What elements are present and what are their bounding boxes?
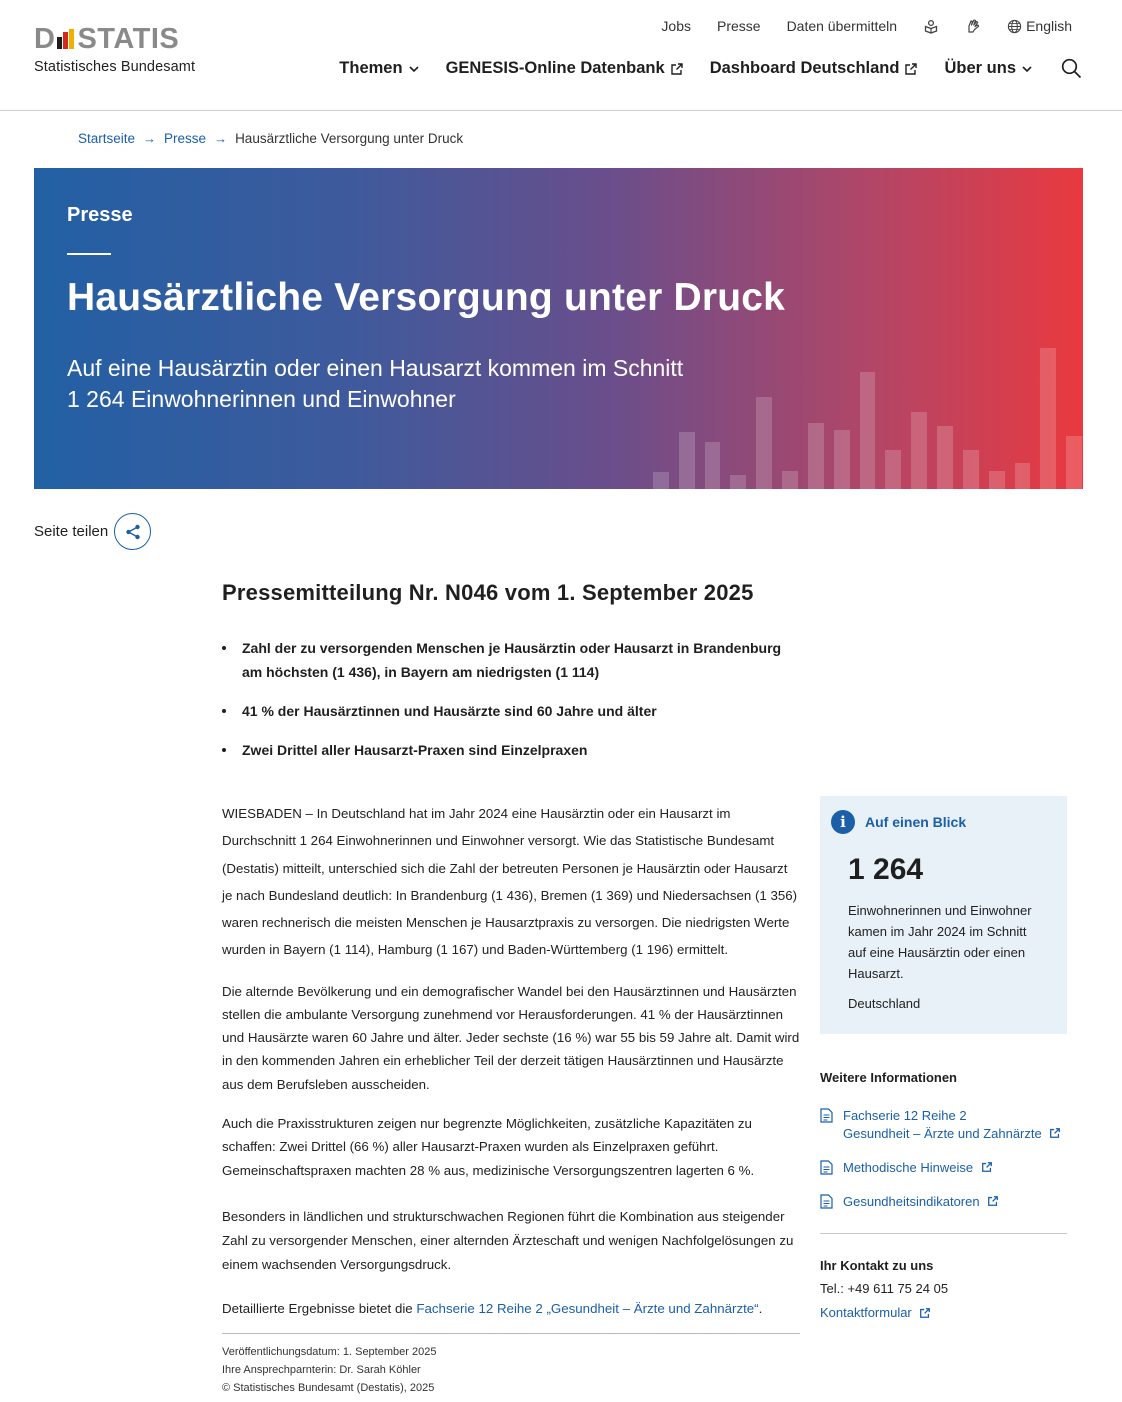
press-body (222, 800, 800, 1337)
document-icon (820, 1108, 833, 1123)
info-icon: i (831, 810, 855, 834)
logo-subtitle: Statistisches Bundesamt (34, 59, 196, 75)
more-info-link-line1: Gesundheitsindikatoren (843, 1194, 980, 1209)
hero-bar (756, 397, 772, 489)
top-link-daten-uebermitteln[interactable]: Daten übermitteln (786, 18, 898, 34)
details-suffix: . (758, 1300, 763, 1316)
external-link-icon (1049, 1127, 1061, 1139)
breadcrumb-home[interactable]: Startseite (78, 131, 136, 146)
highlight-item: 41 % der Hausärztinnen und Hausärzte sind 60 Jahre und älter (222, 699, 792, 723)
external-link-icon (987, 1195, 999, 1207)
more-info-link-line1: Fachserie 12 Reihe 2 (843, 1108, 967, 1123)
hero-bar (989, 471, 1005, 489)
contact-form-label: Kontaktformular (820, 1305, 912, 1320)
hero-subtitle: Auf eine Hausärztin oder einen Hausarzt kommen im Schnitt 1 264 Einwohnerinnen und Einwohner (67, 355, 684, 412)
hero-banner (34, 168, 1083, 489)
nav-ueber-uns[interactable] (944, 59, 1033, 78)
publication-meta (222, 1343, 436, 1397)
share-section (34, 513, 151, 550)
contact-form-link[interactable] (820, 1305, 931, 1320)
glance-value: 1 264 (848, 853, 924, 886)
more-info-link-gesundheitsindikatoren[interactable] (820, 1193, 999, 1211)
more-info-link-line1: Methodische Hinweise (843, 1160, 974, 1175)
document-icon (820, 1160, 833, 1175)
globe-icon (1007, 19, 1022, 34)
publication-date: Veröffentlichungsdatum: 1. September 2025 (222, 1346, 437, 1358)
document-icon (820, 1194, 833, 1209)
chevron-down-icon (1021, 63, 1033, 75)
nav-dashboard-label: Dashboard Deutschland (709, 59, 900, 77)
at-a-glance-box (820, 796, 1067, 1034)
contact-phone: Tel.: +49 611 75 24 05 (820, 1281, 949, 1296)
nav-dashboard-deutschland[interactable] (710, 59, 919, 78)
arrow-right-icon: → (214, 131, 228, 146)
sign-language-icon[interactable] (965, 18, 981, 34)
hero-bar (782, 471, 798, 489)
external-link-icon (904, 62, 918, 76)
fachserie-link[interactable]: Fachserie 12 Reihe 2 „Gesundheit – Ärzte und Zahnärzte“ (416, 1300, 759, 1316)
logo-flag-icon (57, 29, 74, 49)
top-link-presse[interactable]: Presse (716, 18, 761, 34)
more-info-link-fachserie[interactable] (820, 1107, 1061, 1142)
breadcrumb-presse[interactable]: Presse (164, 131, 207, 146)
copyright: © Statistisches Bundesamt (Destatis), 2025 (222, 1382, 435, 1394)
more-info-title: Weitere Informationen (820, 1070, 958, 1085)
hero-bar (860, 372, 876, 489)
language-switch[interactable] (1007, 18, 1072, 34)
nav-ueber-uns-label: Über uns (944, 59, 1016, 77)
press-release-title: Pressemitteilung Nr. N046 vom 1. September 2025 (222, 580, 754, 605)
press-highlights (222, 636, 792, 777)
hero-bar (808, 423, 824, 489)
body-paragraph: Besonders in ländlichen und strukturschwachen Regionen führt die Kombination aus steigender Zahl zu versorgender Menschen, einer alternden Ärzteschaft und wenigen Nachfolgelösungen zu einem wachsenden Versorgungsdruck. (222, 1208, 794, 1272)
arrow-right-icon: → (143, 131, 157, 146)
highlight-item: Zahl der zu versorgenden Menschen je Hausärztin oder Hausarzt in Brandenburg am höchsten (1 436), in Bayern am niedrigsten (1 114) (222, 636, 792, 684)
hero-bar (1066, 436, 1082, 489)
logo-text-left: D (34, 23, 56, 55)
body-divider (222, 1333, 800, 1334)
share-icon (124, 523, 142, 541)
highlight-item: Zwei Drittel aller Hausarzt-Praxen sind Einzelpraxen (222, 738, 792, 762)
hero-bar (730, 475, 746, 489)
body-paragraph: Auch die Praxisstrukturen zeigen nur begrenzte Möglichkeiten, zusätzliche Kapazitäten zu schaffen: Zwei Drittel (66 %) aller Hausarzt-Praxen wurden als Einzelpraxen geführt. Gemeinschaftspraxen machten 28 % aus, medizinische Versorgungszentren lagerten 6 %. (222, 1115, 755, 1178)
nav-themen[interactable] (339, 59, 419, 78)
sidebar-divider (820, 1233, 1067, 1234)
press-contact-person: Ihre Ansprechparnterin: Dr. Sarah Köhler (222, 1364, 421, 1376)
chevron-down-icon (408, 63, 420, 75)
logo-wordmark (34, 23, 195, 55)
hero-bar (705, 442, 721, 489)
hero-bar (1040, 348, 1056, 489)
logo-text-right: STATIS (77, 23, 180, 55)
share-label: Seite teilen (34, 523, 109, 540)
hero-decorative-bars (653, 329, 1083, 489)
hero-bar (834, 430, 850, 489)
nav-themen-label: Themen (339, 59, 403, 77)
glance-region: Deutschland (848, 996, 921, 1011)
glance-description: Einwohnerinnen und Einwohner kamen im Jahr 2024 im Schnitt auf eine Hausärztin oder einen Hausarzt. (848, 903, 1032, 981)
details-paragraph (222, 1297, 800, 1321)
breadcrumb-current: Hausärztliche Versorgung unter Druck (235, 131, 464, 146)
top-link-jobs[interactable]: Jobs (661, 18, 691, 34)
share-button[interactable] (114, 513, 151, 550)
external-link-icon (981, 1161, 993, 1173)
details-prefix: Detaillierte Ergebnisse bietet die (222, 1300, 417, 1316)
nav-genesis-label: GENESIS-Online Datenbank (445, 59, 665, 77)
search-icon (1061, 58, 1082, 79)
destatis-logo[interactable] (34, 23, 196, 75)
page-title: Hausärztliche Versorgung unter Druck (67, 276, 786, 319)
nav-genesis-online[interactable] (446, 59, 684, 78)
hero-bar (937, 426, 953, 489)
site-header (0, 0, 1122, 111)
glance-title: Auf einen Blick (865, 814, 967, 830)
glance-header (831, 810, 966, 834)
contact-title: Ihr Kontakt zu uns (820, 1258, 934, 1273)
more-info-link-line2: Gesundheit – Ärzte und Zahnärzte (843, 1125, 1042, 1141)
hero-bar (963, 450, 979, 489)
hero-kicker: Presse (67, 204, 133, 226)
hero-bar (1015, 463, 1031, 489)
hero-divider (67, 253, 111, 255)
breadcrumb (78, 131, 463, 146)
hero-bar (911, 412, 927, 489)
language-label: English (1026, 18, 1072, 34)
body-paragraph: Die alternde Bevölkerung und ein demografischer Wandel bei den Hausärztinnen und Hausärzten stellen die ambulante Versorgung zunehmend vor Herausforderungen. 41 % der Hausärztinnen und Hausärzte waren 60 Jahre und älter. Jeder sechste (16 %) war 55 bis 59 Jahre alt. Damit wird in den kommenden Jahren ein erheblicher Teil der derzeit tätigen Hausärztinnen und Hausärzte aus dem Berufsleben ausscheiden. (222, 983, 800, 1092)
search-button[interactable] (1061, 58, 1082, 79)
hero-bar (885, 450, 901, 489)
external-link-icon (919, 1307, 931, 1319)
service-navigation (661, 18, 1072, 34)
body-paragraph: WIESBADEN – In Deutschland hat im Jahr 2024 eine Hausärztin oder ein Hausarzt im Durchschnitt 1 264 Einwohnerinnen und Einwohner versorgt. Wie das Statistische Bundesamt (Destatis) mitteilt, unterschied sich die Zahl der betreuten Personen je Hausärztin oder Hausarzt je nach Bundesland deutlich: In Brandenburg (1 436), Bremen (1 369) und Niedersachsen (1 356) waren rechnerisch die meisten Menschen je Hausarztpraxis zu versorgen. Die niedrigsten Werte wurden in Bayern (1 114), Hamburg (1 167) und Baden-Württemberg (1 196) ermittelt. (222, 806, 798, 958)
easy-language-icon[interactable] (923, 18, 939, 34)
main-navigation (339, 58, 1082, 79)
external-link-icon (670, 62, 684, 76)
more-info-link-methodik[interactable] (820, 1159, 993, 1177)
hero-bar (679, 432, 695, 489)
hero-bar (653, 472, 669, 489)
